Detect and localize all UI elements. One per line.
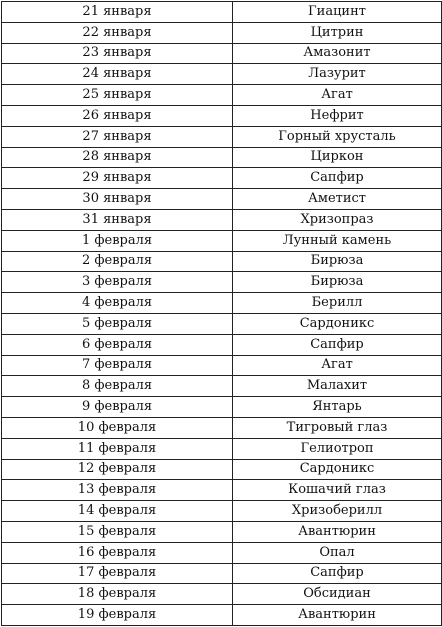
date-cell: 19 февраля — [2, 605, 233, 626]
date-cell: 22 января — [2, 22, 233, 43]
table-row — [2, 563, 442, 584]
date-cell: 28 января — [2, 147, 233, 168]
date-cell: 6 февраля — [2, 334, 233, 355]
date-cell: 30 января — [2, 189, 233, 210]
table-body — [2, 2, 442, 626]
stone-cell: Малахит — [233, 376, 442, 397]
date-cell: 7 февраля — [2, 355, 233, 376]
stone-cell: Лазурит — [233, 64, 442, 85]
stone-cell: Агат — [233, 85, 442, 106]
table-row — [2, 64, 442, 85]
table-row — [2, 605, 442, 626]
date-cell: 27 января — [2, 126, 233, 147]
date-cell: 17 февраля — [2, 563, 233, 584]
birthstone-table — [1, 1, 442, 626]
stone-cell: Горный хрусталь — [233, 126, 442, 147]
date-cell: 10 февраля — [2, 417, 233, 438]
stone-cell: Агат — [233, 355, 442, 376]
date-cell: 29 января — [2, 168, 233, 189]
table-row — [2, 189, 442, 210]
table-row — [2, 501, 442, 522]
date-cell: 31 января — [2, 209, 233, 230]
stone-cell: Авантюрин — [233, 521, 442, 542]
date-cell: 26 января — [2, 105, 233, 126]
date-cell: 9 февраля — [2, 397, 233, 418]
stone-cell: Опал — [233, 542, 442, 563]
stone-cell: Сардоникс — [233, 459, 442, 480]
date-cell: 8 февраля — [2, 376, 233, 397]
date-cell: 16 февраля — [2, 542, 233, 563]
table-row — [2, 105, 442, 126]
stone-cell: Сардоникс — [233, 313, 442, 334]
stone-cell: Бирюза — [233, 272, 442, 293]
stone-cell: Бирюза — [233, 251, 442, 272]
date-cell: 14 февраля — [2, 501, 233, 522]
table-row — [2, 22, 442, 43]
table-row — [2, 251, 442, 272]
table-row — [2, 355, 442, 376]
date-cell: 13 февраля — [2, 480, 233, 501]
stone-cell: Берилл — [233, 293, 442, 314]
stone-cell: Хризопраз — [233, 209, 442, 230]
stone-cell: Циркон — [233, 147, 442, 168]
table-row — [2, 43, 442, 64]
table-row — [2, 2, 442, 23]
table-row — [2, 584, 442, 605]
date-cell: 18 февраля — [2, 584, 233, 605]
table-row — [2, 126, 442, 147]
table-row — [2, 521, 442, 542]
table-row — [2, 542, 442, 563]
stone-cell: Сапфир — [233, 334, 442, 355]
table-row — [2, 334, 442, 355]
table-row — [2, 313, 442, 334]
stone-cell: Обсидиан — [233, 584, 442, 605]
stone-cell: Янтарь — [233, 397, 442, 418]
date-cell: 3 февраля — [2, 272, 233, 293]
stone-cell: Сапфир — [233, 563, 442, 584]
table-row — [2, 168, 442, 189]
date-cell: 23 января — [2, 43, 233, 64]
date-cell: 2 февраля — [2, 251, 233, 272]
date-cell: 4 февраля — [2, 293, 233, 314]
stone-cell: Хризоберилл — [233, 501, 442, 522]
stone-cell: Гиацинт — [233, 2, 442, 23]
date-cell: 24 января — [2, 64, 233, 85]
table-row — [2, 147, 442, 168]
stone-cell: Кошачий глаз — [233, 480, 442, 501]
table-row — [2, 230, 442, 251]
date-cell: 25 января — [2, 85, 233, 106]
date-cell: 5 февраля — [2, 313, 233, 334]
stone-cell: Амазонит — [233, 43, 442, 64]
stone-cell: Сапфир — [233, 168, 442, 189]
stone-cell: Лунный камень — [233, 230, 442, 251]
table-row — [2, 293, 442, 314]
table-row — [2, 209, 442, 230]
stone-cell: Цитрин — [233, 22, 442, 43]
date-cell: 11 февраля — [2, 438, 233, 459]
stone-cell: Тигровый глаз — [233, 417, 442, 438]
table-row — [2, 480, 442, 501]
table-row — [2, 272, 442, 293]
date-cell: 12 февраля — [2, 459, 233, 480]
stone-cell: Гелиотроп — [233, 438, 442, 459]
stone-cell: Аметист — [233, 189, 442, 210]
stone-cell: Нефрит — [233, 105, 442, 126]
table-row — [2, 438, 442, 459]
table-row — [2, 85, 442, 106]
stone-cell: Авантюрин — [233, 605, 442, 626]
table-row — [2, 376, 442, 397]
table-row — [2, 397, 442, 418]
date-cell: 15 февраля — [2, 521, 233, 542]
date-cell: 1 февраля — [2, 230, 233, 251]
table-row — [2, 417, 442, 438]
date-cell: 21 января — [2, 2, 233, 23]
table-row — [2, 459, 442, 480]
